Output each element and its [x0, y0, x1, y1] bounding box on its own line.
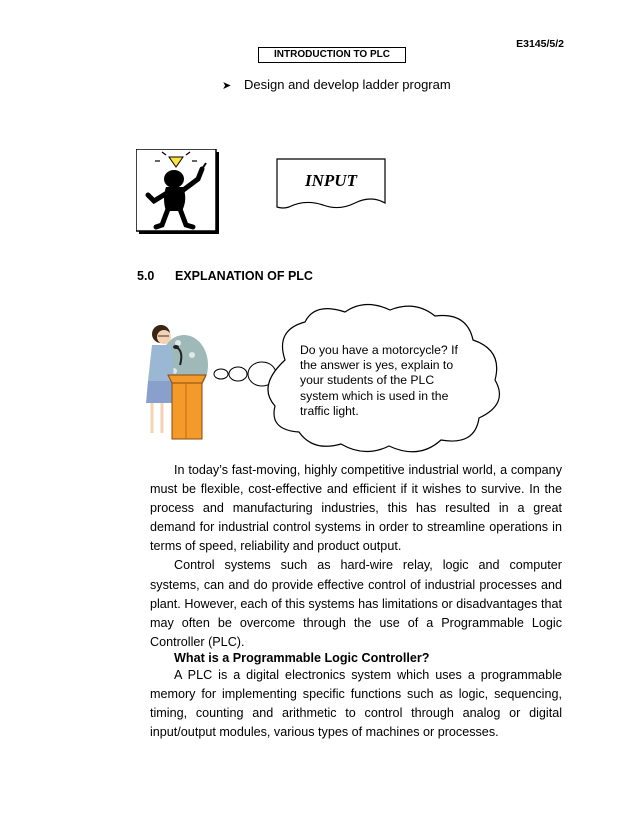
document-code: E3145/5/2 [516, 38, 564, 50]
thought-bubble-text: Do you have a motorcycle? If the answer is yes, explain to your students of the PLC system which is used in the traffic light. [300, 343, 458, 418]
input-label: INPUT [305, 171, 357, 190]
body-text-block-1 [150, 461, 562, 652]
subheading: What is a Programmable Logic Controller? [174, 651, 430, 665]
paragraph: Control systems such as hard-wire relay, logic and computer systems, can and do provide effective control of industrial processes and plant. However, each of this systems has limitations or disadvantages that may often be overcome through the use of a Programmable Logic Controller (PLC). [150, 558, 562, 649]
input-banner [275, 157, 387, 213]
bullet-item [222, 77, 451, 92]
paragraph: A PLC is a digital electronics system which uses a programmable memory for implementing specific functions such as logic, sequencing, timing, counting and arithmetic to control through analog or digital input/output modules, various types of machines or processes. [150, 668, 562, 740]
teacher-podium-icon [134, 321, 216, 441]
section-number: 5.0 [137, 269, 155, 283]
paragraph: In today’s fast-moving, highly competitive industrial world, a company must be flexible, cost-effective and efficient if it wishes to survive. In the process and manufacturing industries, this has resulted in a great demand for industrial control systems in order to streamline operations in terms of speed, reliability and product output. [150, 463, 562, 554]
arrow-bullet-icon: ➤ [222, 80, 232, 92]
section-heading [137, 269, 313, 283]
chapter-title: INTRODUCTION TO PLC [258, 47, 406, 63]
body-text-block-2 [150, 666, 562, 742]
section-title: EXPLANATION OF PLC [175, 269, 313, 283]
bullet-text: Design and develop ladder program [244, 77, 451, 92]
thinking-figure-icon [136, 149, 220, 235]
